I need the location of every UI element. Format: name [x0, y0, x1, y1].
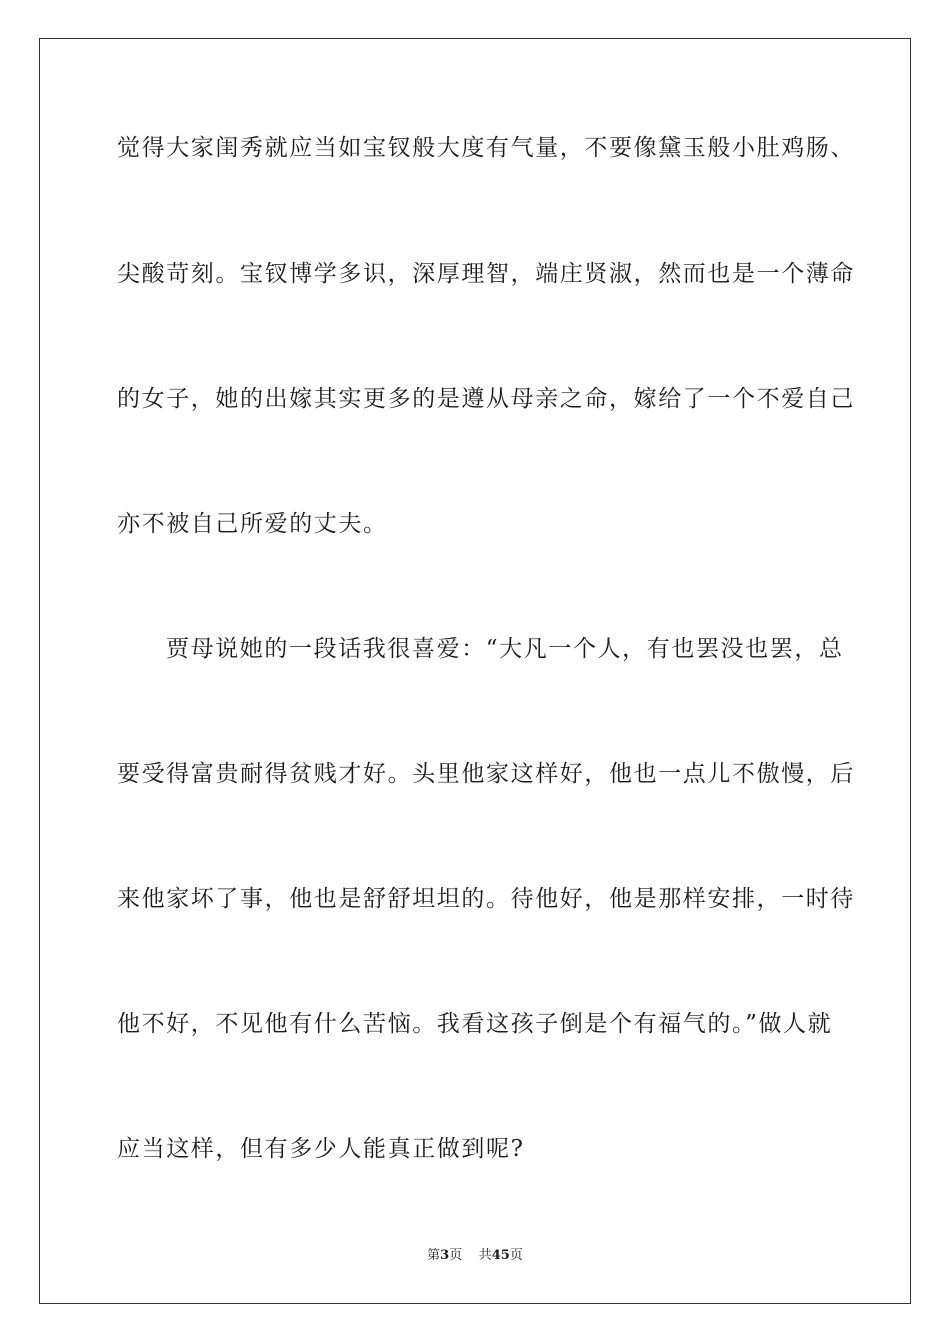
page-label-prefix: 第 — [427, 1248, 441, 1263]
total-label-suffix: 页 — [509, 1248, 523, 1263]
text-line: 尖酸苛刻。宝钗博学多识，深厚理智，端庄贤淑，然而也是一个薄命 — [117, 261, 855, 287]
text-line: 贾母说她的一段话我很喜爱：“大凡一个人，有也罢没也罢，总 — [166, 636, 844, 662]
page-label-suffix: 页 — [449, 1248, 463, 1263]
text-line: 应当这样，但有多少人能真正做到呢? — [117, 1136, 525, 1162]
total-pages: 45 — [491, 1248, 510, 1263]
page-footer — [0, 1248, 950, 1264]
text-line: 要受得富贵耐得贫贱才好。头里他家这样好，他也一点儿不傲慢，后 — [117, 761, 855, 787]
text-line: 亦不被自己所爱的丈夫。 — [117, 511, 388, 537]
total-label-prefix: 共 — [478, 1248, 492, 1263]
text-line: 他不好，不见他有什么苦恼。我看这孩子倒是个有福气的。”做人就 — [117, 1011, 833, 1037]
text-line: 来他家坏了事，他也是舒舒坦坦的。待他好，他是那样安排，一时待 — [117, 886, 855, 912]
page-frame — [39, 38, 911, 1304]
text-line: 的女子，她的出嫁其实更多的是遵从母亲之命，嫁给了一个不爱自己 — [117, 386, 855, 412]
text-line: 觉得大家闺秀就应当如宝钗般大度有气量，不要像黛玉般小肚鸡肠、 — [117, 135, 855, 161]
page-number: 3 — [440, 1248, 450, 1263]
